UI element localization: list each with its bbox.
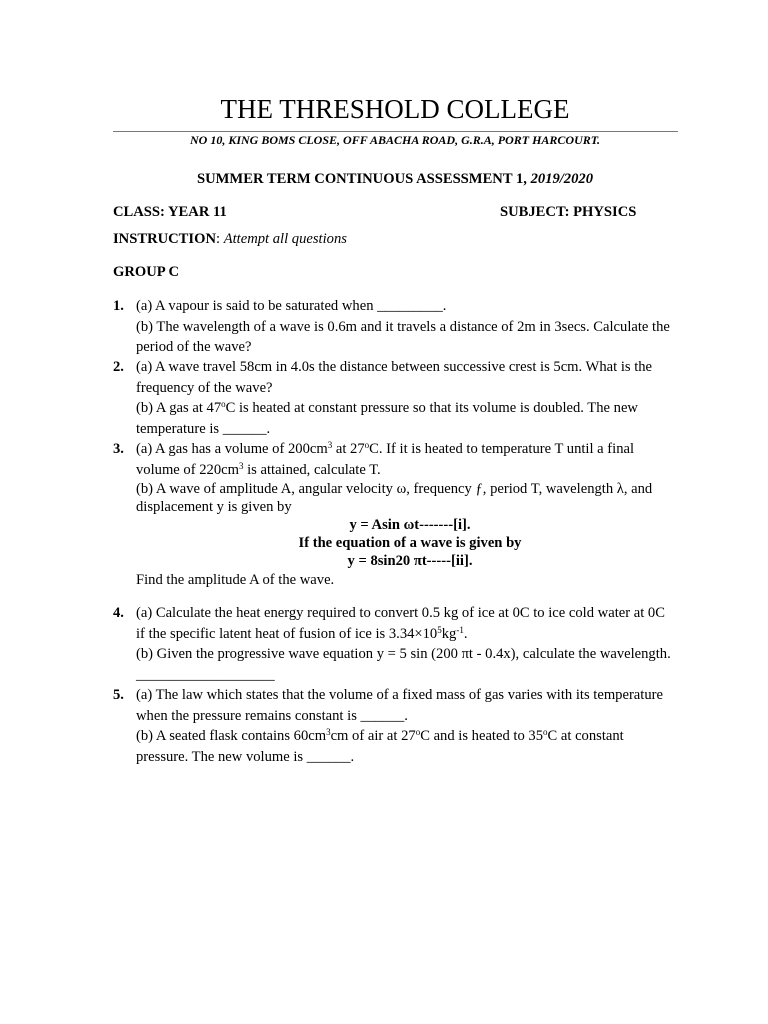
question-1 <box>136 296 676 358</box>
instruction-separator: : <box>216 231 224 247</box>
instruction-text: Attempt all questions <box>223 231 347 247</box>
question-number-2: 2. <box>113 359 124 375</box>
question-3-find: Find the amplitude A of the wave. <box>136 572 335 588</box>
q3a-superscript-3: 3 <box>238 460 244 471</box>
q4a-text-2: kg <box>441 625 457 642</box>
question-5 <box>136 685 676 767</box>
question-3a <box>136 439 676 480</box>
q5b-superscript-1: 3 <box>326 727 331 737</box>
group-heading: GROUP C <box>113 264 180 280</box>
equation-intro: If the equation of a wave is given by <box>298 535 522 551</box>
question-4a <box>136 603 676 644</box>
instruction-label: INSTRUCTION <box>113 231 216 247</box>
q5b-text-2: cm of air at 27 <box>330 728 416 744</box>
q5b-superscript-2: o <box>415 727 421 737</box>
q4a-superscript-2: -1 <box>456 624 464 635</box>
q5b-text-3: C and is heated to 35 <box>420 728 543 744</box>
q3a-text-3: C. If it is heated to temperature T until a final volume of 220cm <box>136 441 635 478</box>
q2b-text-1: (b) A gas at 47 <box>136 400 222 416</box>
question-4 <box>136 603 676 685</box>
question-5a: (a) The law which states that the volume of a fixed mass of gas varies with its temperature when the pressure remains constant is ______. <box>136 687 663 724</box>
question-number-5: 5. <box>113 687 124 703</box>
assessment-title: SUMMER TERM CONTINUOUS ASSESSMENT 1, <box>197 171 531 187</box>
q4a-superscript-1: 5 <box>437 624 442 635</box>
equation-1: y = Asin ωt-------[i]. <box>349 517 471 533</box>
q4a-text-1: (a) Calculate the heat energy required to convert 0.5 kg of ice at 0C to ice cold water at 0C if the specific latent heat of fusion of ice is 3.34×10 <box>136 605 665 642</box>
q3a-text-1: (a) A gas has a volume of 200cm <box>136 441 328 457</box>
question-number-1: 1. <box>113 298 124 314</box>
question-2b <box>136 398 676 439</box>
assessment-heading <box>0 170 768 188</box>
college-title: THE THRESHOLD COLLEGE <box>220 94 570 124</box>
q5b-superscript-3: o <box>543 727 548 737</box>
question-1b: (b) The wavelength of a wave is 0.6m and it travels a distance of 2m in 3secs. Calculate the period of the wave? <box>136 318 670 355</box>
instruction-line <box>113 230 347 248</box>
question-2 <box>136 357 676 439</box>
q2b-superscript: o <box>221 399 226 409</box>
college-address: NO 10, KING BOMS CLOSE, OFF ABACHA ROAD, G.R.A, PORT HARCOURT. <box>190 133 600 147</box>
q2b-text-2: C is heated at constant pressure so that its volume is doubled. The new temperature is ______. <box>136 400 638 437</box>
equation-2: y = 8sin20 πt-----[ii]. <box>347 553 473 569</box>
question-number-3: 3. <box>113 441 124 457</box>
session-year: 2019/2020 <box>530 171 593 187</box>
subject-label: SUBJECT: PHYSICS <box>500 204 637 220</box>
q3a-superscript-1: 3 <box>327 440 333 450</box>
question-5b <box>136 726 676 767</box>
q3a-superscript-2: o <box>364 440 370 450</box>
q3a-text-2: at 27 <box>332 441 365 457</box>
question-3b: (b) A wave of amplitude A, angular velocity ω, frequency ƒ, period T, wavelength λ, and displacement y is given by <box>136 481 653 515</box>
question-1a: (a) A vapour is said to be saturated when _________. <box>136 298 447 314</box>
q5b-text-1: (b) A seated flask contains 60cm <box>136 728 327 744</box>
q4a-text-3: . <box>463 625 468 642</box>
question-3 <box>136 439 676 591</box>
question-number-4: 4. <box>113 605 124 621</box>
question-4b: (b) Given the progressive wave equation y = 5 sin (200 πt - 0.4x), calculate the wavelength. ___________________ <box>136 646 671 683</box>
question-2a: (a) A wave travel 58cm in 4.0s the distance between successive crest is 5cm. What is the frequency of the wave? <box>136 359 653 396</box>
q5b-text-4: C at constant pressure. The new volume is ______. <box>136 728 624 765</box>
class-label: CLASS: YEAR 11 <box>113 204 227 220</box>
q3a-text-4: is attained, calculate T. <box>243 461 381 478</box>
